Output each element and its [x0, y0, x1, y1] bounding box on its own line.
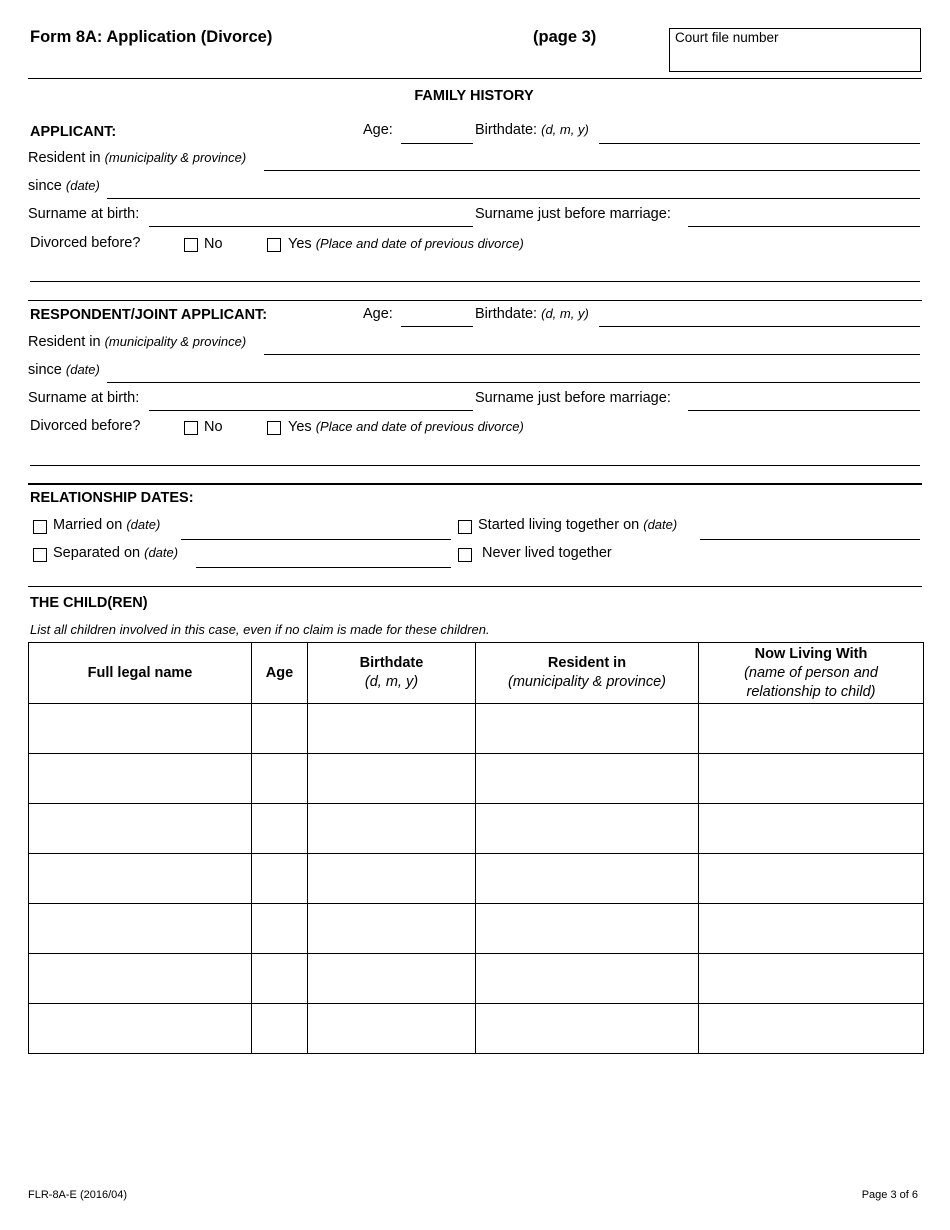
table-cell[interactable] [29, 704, 252, 754]
applicant-divorced-yes-checkbox[interactable] [267, 238, 281, 252]
table-cell[interactable] [699, 854, 924, 904]
respondent-since-field[interactable] [107, 382, 920, 383]
col-full-legal-name: Full legal name [29, 643, 252, 704]
table-cell[interactable] [308, 904, 476, 954]
applicant-since-label: since (date) [28, 178, 100, 194]
children-table [28, 642, 924, 1054]
table-cell[interactable] [308, 704, 476, 754]
table-cell[interactable] [308, 804, 476, 854]
court-file-number-label: Court file number [675, 30, 779, 45]
respondent-birthdate-label: Birthdate: (d, m, y) [475, 306, 589, 322]
married-checkbox[interactable] [33, 520, 47, 534]
applicant-resident-field[interactable] [264, 170, 920, 171]
applicant-birthdate-label: Birthdate: (d, m, y) [475, 122, 589, 138]
table-cell[interactable] [252, 904, 308, 954]
table-cell[interactable] [252, 704, 308, 754]
respondent-divorced-yes-checkbox[interactable] [267, 421, 281, 435]
respondent-divorced-no-label: No [204, 419, 223, 435]
respondent-surname-marriage-field[interactable] [688, 410, 920, 411]
col-birthdate: Birthdate (d, m, y) [308, 643, 476, 704]
married-date-field[interactable] [181, 539, 451, 540]
applicant-age-field[interactable] [401, 143, 473, 144]
respondent-birthdate-field[interactable] [599, 326, 920, 327]
table-cell[interactable] [476, 954, 699, 1004]
table-cell[interactable] [29, 804, 252, 854]
table-cell[interactable] [252, 1004, 308, 1054]
table-cell[interactable] [252, 754, 308, 804]
col-resident-in: Resident in (municipality & province) [476, 643, 699, 704]
separated-label: Separated on (date) [53, 545, 179, 561]
table-cell[interactable] [476, 754, 699, 804]
table-row [29, 754, 924, 804]
table-cell[interactable] [29, 754, 252, 804]
court-file-number-field[interactable] [669, 28, 921, 72]
table-row [29, 854, 924, 904]
children-heading: THE CHILD(REN) [30, 595, 148, 611]
table-cell[interactable] [699, 804, 924, 854]
table-header-row [29, 643, 924, 704]
header-divider [28, 78, 922, 79]
table-cell[interactable] [699, 904, 924, 954]
respondent-surname-marriage-label: Surname just before marriage: [475, 390, 671, 406]
section-title: FAMILY HISTORY [414, 88, 534, 104]
respondent-previous-divorce-field[interactable] [30, 465, 920, 466]
never-lived-label: Never lived together [482, 545, 612, 561]
table-cell[interactable] [308, 1004, 476, 1054]
table-cell[interactable] [476, 854, 699, 904]
respondent-resident-field[interactable] [264, 354, 920, 355]
table-row [29, 1004, 924, 1054]
separated-date-field[interactable] [196, 567, 451, 568]
table-cell[interactable] [252, 854, 308, 904]
table-row [29, 704, 924, 754]
col-now-living-with: Now Living With (name of person and relationship to child) [699, 643, 924, 704]
applicant-birthdate-field[interactable] [599, 143, 920, 144]
applicant-divorced-yes-label: Yes (Place and date of previous divorce) [288, 236, 524, 252]
form-code: FLR-8A-E (2016/04) [28, 1189, 128, 1201]
table-cell[interactable] [476, 904, 699, 954]
applicant-surname-marriage-label: Surname just before marriage: [475, 206, 671, 222]
applicant-resident-label: Resident in (municipality & province) [28, 150, 247, 166]
table-cell[interactable] [29, 904, 252, 954]
table-cell[interactable] [29, 854, 252, 904]
form-title: Form 8A: Application (Divorce) [30, 28, 273, 46]
applicant-divorced-label: Divorced before? [30, 235, 141, 251]
married-label: Married on (date) [53, 517, 161, 533]
respondent-surname-birth-label: Surname at birth: [28, 390, 140, 406]
page-label: (page 3) [533, 28, 597, 46]
table-row [29, 904, 924, 954]
table-cell[interactable] [308, 954, 476, 1004]
table-cell[interactable] [699, 704, 924, 754]
applicant-surname-marriage-field[interactable] [688, 226, 920, 227]
table-cell[interactable] [308, 854, 476, 904]
started-living-label: Started living together on (date) [478, 517, 678, 533]
children-instruction: List all children involved in this case, even if no claim is made for these children. [30, 622, 490, 637]
started-living-checkbox[interactable] [458, 520, 472, 534]
table-row [29, 954, 924, 1004]
section-divider-thick [28, 483, 922, 485]
table-cell[interactable] [476, 804, 699, 854]
applicant-previous-divorce-field[interactable] [30, 281, 920, 282]
respondent-age-field[interactable] [401, 326, 473, 327]
section-divider [28, 586, 922, 587]
respondent-divorced-label: Divorced before? [30, 418, 141, 434]
respondent-age-label: Age: [363, 306, 393, 322]
separated-checkbox[interactable] [33, 548, 47, 562]
col-age: Age [252, 643, 308, 704]
section-divider [28, 300, 922, 301]
table-cell[interactable] [476, 1004, 699, 1054]
respondent-since-label: since (date) [28, 362, 100, 378]
table-cell[interactable] [252, 804, 308, 854]
applicant-age-label: Age: [363, 122, 393, 138]
table-cell[interactable] [476, 704, 699, 754]
respondent-divorced-no-checkbox[interactable] [184, 421, 198, 435]
applicant-surname-birth-label: Surname at birth: [28, 206, 140, 222]
relationship-heading: RELATIONSHIP DATES: [30, 490, 194, 506]
table-cell[interactable] [699, 954, 924, 1004]
table-row [29, 804, 924, 854]
table-cell[interactable] [29, 954, 252, 1004]
respondent-surname-birth-field[interactable] [149, 410, 473, 411]
respondent-resident-label: Resident in (municipality & province) [28, 334, 247, 350]
applicant-heading: APPLICANT: [30, 124, 117, 140]
started-living-date-field[interactable] [700, 539, 920, 540]
table-cell[interactable] [308, 754, 476, 804]
applicant-surname-birth-field[interactable] [149, 226, 473, 227]
never-lived-checkbox[interactable] [458, 548, 472, 562]
applicant-divorced-no-label: No [204, 236, 223, 252]
respondent-heading: RESPONDENT/JOINT APPLICANT: [30, 307, 268, 323]
applicant-since-field[interactable] [107, 198, 920, 199]
page-number: Page 3 of 6 [861, 1189, 918, 1201]
table-cell[interactable] [29, 1004, 252, 1054]
table-cell[interactable] [699, 754, 924, 804]
respondent-divorced-yes-label: Yes (Place and date of previous divorce) [288, 419, 524, 435]
table-cell[interactable] [699, 1004, 924, 1054]
table-cell[interactable] [252, 954, 308, 1004]
applicant-divorced-no-checkbox[interactable] [184, 238, 198, 252]
